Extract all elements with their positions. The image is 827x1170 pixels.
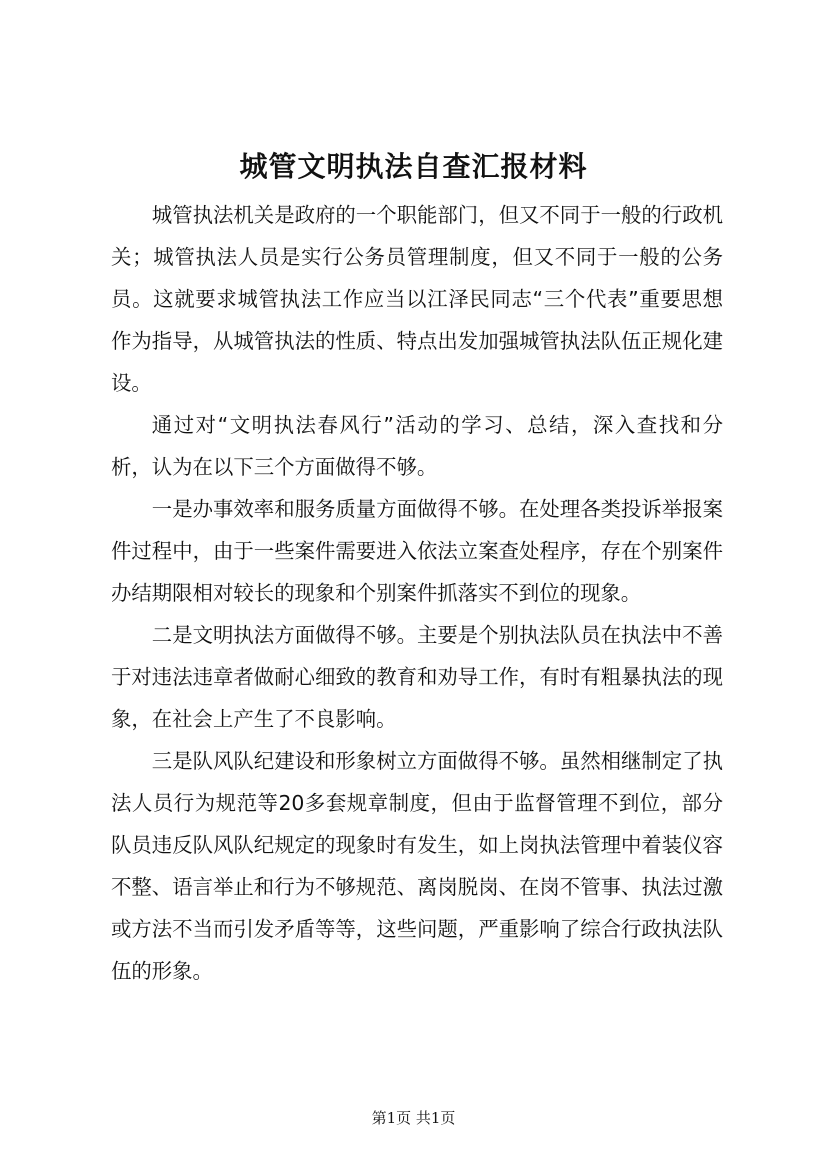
- page-footer: 第1页 共1页: [371, 1109, 456, 1127]
- paragraph-2: 通过对“文明执法春风行”活动的学习、总结，深入查找和分析，认为在以下三个方面做得不够。: [111, 413, 723, 479]
- document-body: [111, 194, 723, 992]
- document-title: 城管文明执法自查汇报材料: [239, 150, 588, 183]
- paragraph-5: 三是队风队纪建设和形象树立方面做得不够。虽然相继制定了执法人员行为规范等20多套规章制度，但由于监督管理不到位，部分队员违反队风队纪规定的现象时有发生，如上岗执法管理中着装仪容不整、语言举止和行为不够规范、离岗脱岗、在岗不管事、执法过激或方法不当而引发矛盾等等，这些问题，严重影响了综合行政执法队伍的形象。: [111, 749, 723, 983]
- paragraph-1: 城管执法机关是政府的一个职能部门，但又不同于一般的行政机关；城管执法人员是实行公务员管理制度，但又不同于一般的公务员。这就要求城管执法工作应当以江泽民同志“三个代表”重要思想作为指导，从城管执法的性质、特点出发加强城管执法队伍正规化建设。: [111, 203, 723, 395]
- paragraph-4: 二是文明执法方面做得不够。主要是个别执法队员在执法中不善于对违法违章者做耐心细致的教育和劝导工作，有时有粗暴执法的现象，在社会上产生了不良影响。: [111, 623, 723, 731]
- paragraph-3: 一是办事效率和服务质量方面做得不够。在处理各类投诉举报案件过程中，由于一些案件需要进入依法立案查处程序，存在个别案件办结期限相对较长的现象和个别案件抓落实不到位的现象。: [111, 497, 723, 605]
